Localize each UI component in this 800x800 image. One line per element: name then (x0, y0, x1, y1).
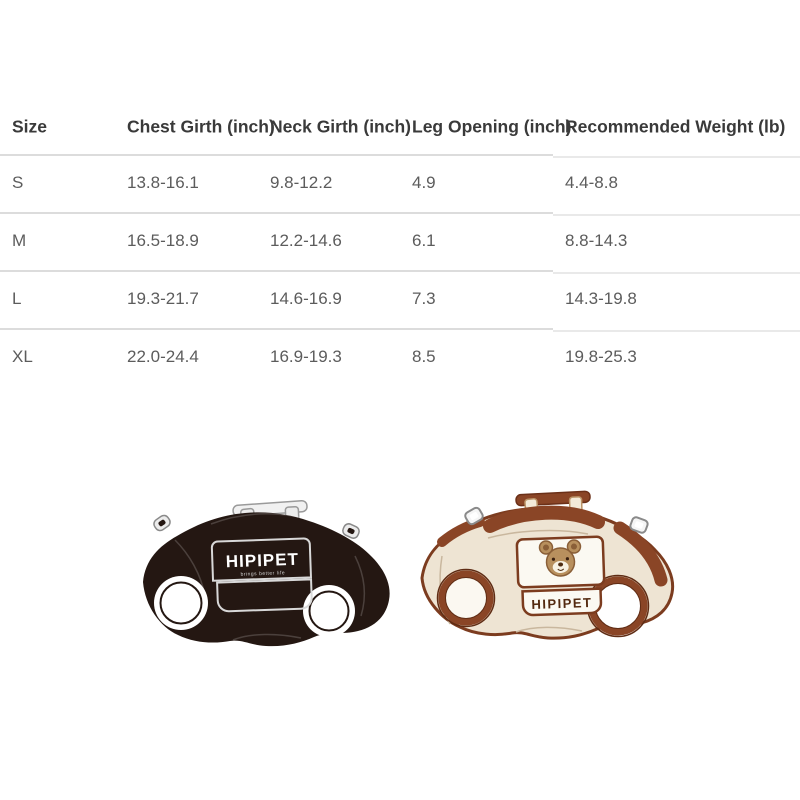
weight-cell: 19.8-25.3 (565, 347, 637, 366)
neck-cell: 12.2-14.6 (270, 231, 342, 250)
leg-cell: 8.5 (412, 347, 436, 366)
neck-cell: 14.6-16.9 (270, 289, 342, 308)
column-header-size: Size (12, 116, 48, 137)
column-header-leg: Leg Opening (inch) (412, 116, 572, 137)
tagline-label: brings better life (240, 570, 286, 578)
size-cell: M (12, 231, 27, 250)
leg-cell: 7.3 (412, 289, 436, 308)
leg-cell: 4.9 (412, 173, 436, 192)
column-header-chest: Chest Girth (inch) (127, 116, 275, 137)
d-ring-icon (152, 513, 172, 532)
brand-label: HIPIPET (225, 549, 300, 572)
chest-cell: 22.0-24.4 (127, 347, 199, 366)
weight-cell: 4.4-8.8 (565, 173, 618, 192)
product-image-cream-carrier (398, 486, 698, 651)
column-header-neck: Neck Girth (inch) (270, 116, 411, 137)
chest-cell: 13.8-16.1 (127, 173, 199, 192)
neck-cell: 9.8-12.2 (270, 173, 333, 192)
table-row (0, 328, 800, 386)
leg-cell: 6.1 (412, 231, 436, 250)
product-image-dark-carrier (115, 494, 395, 654)
table-header-row (0, 105, 800, 149)
neck-cell: 16.9-19.3 (270, 347, 342, 366)
front-pocket (517, 537, 606, 616)
chest-cell: 16.5-18.9 (127, 231, 199, 250)
table-row (0, 270, 800, 328)
brand-label: HIPIPET (531, 594, 593, 613)
weight-cell: 8.8-14.3 (565, 231, 628, 250)
chest-cell: 19.3-21.7 (127, 289, 199, 308)
size-cell: L (12, 289, 22, 308)
column-header-weight: Recommended Weight (lb) (565, 116, 786, 137)
size-cell: S (12, 173, 24, 192)
size-cell: XL (12, 347, 33, 366)
table-row (0, 154, 800, 212)
table-row (0, 212, 800, 270)
weight-cell: 14.3-19.8 (565, 289, 637, 308)
